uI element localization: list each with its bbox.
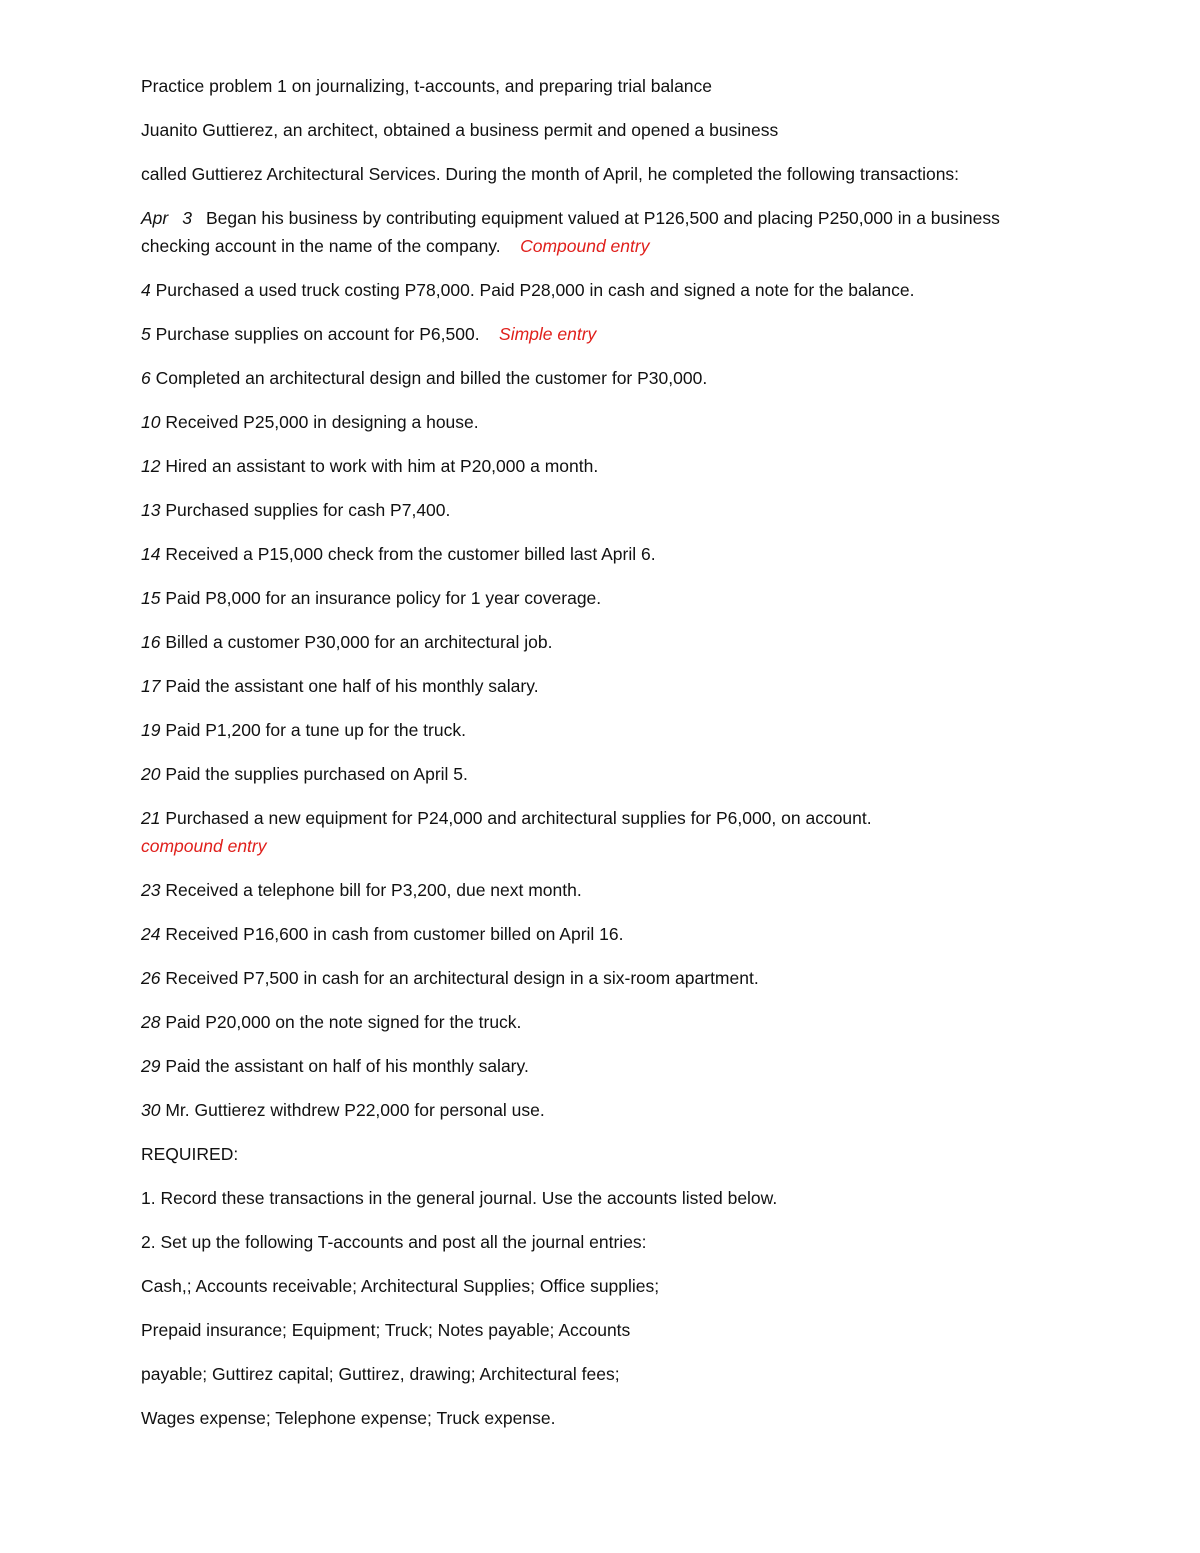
transaction-day: 4: [141, 280, 151, 300]
entry-type-note: Compound entry: [520, 236, 650, 256]
transaction-text: Completed an architectural design and billed the customer for P30,000.: [155, 368, 708, 388]
transaction-line: [141, 320, 1041, 348]
transaction-day: 19: [141, 720, 161, 740]
accounts-list: [141, 1272, 1041, 1432]
document-page: [141, 72, 1041, 1448]
transaction-line: [141, 628, 1041, 656]
transaction-text: Received a telephone bill for P3,200, due next month.: [165, 880, 582, 900]
transaction-line: [141, 540, 1041, 568]
intro-paragraph-1: Juanito Guttierez, an architect, obtained a business permit and opened a business: [141, 120, 779, 140]
transaction-day: 16: [141, 632, 161, 652]
transaction-day: 14: [141, 544, 161, 564]
transaction-line: [141, 1008, 1041, 1036]
transaction-line: [141, 1052, 1041, 1080]
transaction-day: 10: [141, 412, 161, 432]
transaction-text: Purchased supplies for cash P7,400.: [165, 500, 451, 520]
entry-type-note: Simple entry: [499, 324, 597, 344]
transaction-day: 12: [141, 456, 161, 476]
transaction-line: [141, 584, 1041, 612]
transaction-apr-3: [141, 204, 1041, 260]
transaction-line: [141, 452, 1041, 480]
transaction-list: [141, 276, 1041, 1124]
required-item-1: 1. Record these transactions in the general journal. Use the accounts listed below.: [141, 1188, 778, 1208]
transaction-day: 24: [141, 924, 161, 944]
transaction-text: Hired an assistant to work with him at P20,000 a month.: [165, 456, 599, 476]
transaction-text: Received P25,000 in designing a house.: [165, 412, 479, 432]
transaction-text: Paid the assistant one half of his monthly salary.: [165, 676, 539, 696]
transaction-text: Received P7,500 in cash for an architectural design in a six-room apartment.: [165, 968, 759, 988]
transaction-day: 15: [141, 588, 161, 608]
transaction-line: [141, 408, 1041, 436]
transaction-text: Purchase supplies on account for P6,500.: [155, 324, 480, 344]
transaction-day: 20: [141, 764, 161, 784]
month-label: Apr: [141, 208, 169, 228]
intro-paragraph-2: called Guttierez Architectural Services. During the month of April, he completed the following transactions:: [141, 164, 960, 184]
transaction-text: Began his business by contributing equipment valued at P126,500 and placing P250,000 in a business checking account in the name of the company.: [141, 208, 1000, 256]
transaction-text: Paid the assistant on half of his monthly salary.: [165, 1056, 529, 1076]
accounts-line: Cash,; Accounts receivable; Architectural Supplies; Office supplies;: [141, 1276, 660, 1296]
accounts-line: payable; Guttirez capital; Guttirez, drawing; Architectural fees;: [141, 1364, 620, 1384]
transaction-day: 21: [141, 808, 161, 828]
transaction-day: 23: [141, 880, 161, 900]
transaction-line: [141, 1096, 1041, 1124]
transaction-text: Paid the supplies purchased on April 5.: [165, 764, 468, 784]
entry-type-note: compound entry: [141, 836, 267, 856]
transaction-line: [141, 876, 1041, 904]
transaction-text: Billed a customer P30,000 for an architectural job.: [165, 632, 553, 652]
transaction-day: 26: [141, 968, 161, 988]
required-item-2: 2. Set up the following T-accounts and post all the journal entries:: [141, 1232, 647, 1252]
transaction-day: 28: [141, 1012, 161, 1032]
transaction-line: [141, 276, 1041, 304]
transaction-text: Mr. Guttierez withdrew P22,000 for personal use.: [165, 1100, 545, 1120]
transaction-text: Paid P8,000 for an insurance policy for 1 year coverage.: [165, 588, 602, 608]
transaction-line: [141, 672, 1041, 700]
transaction-line: [141, 364, 1041, 392]
transaction-line: [141, 716, 1041, 744]
transaction-day: 30: [141, 1100, 161, 1120]
accounts-line: Wages expense; Telephone expense; Truck expense.: [141, 1408, 556, 1428]
transaction-line: [141, 760, 1041, 788]
required-heading: REQUIRED:: [141, 1144, 239, 1164]
transaction-text: Received a P15,000 check from the customer billed last April 6.: [165, 544, 656, 564]
transaction-day: 6: [141, 368, 151, 388]
transaction-day: 17: [141, 676, 161, 696]
transaction-line: [141, 496, 1041, 524]
transaction-day: 5: [141, 324, 151, 344]
transaction-day: 13: [141, 500, 161, 520]
transaction-line: [141, 964, 1041, 992]
accounts-line: Prepaid insurance; Equipment; Truck; Notes payable; Accounts: [141, 1320, 631, 1340]
transaction-line: [141, 804, 1041, 860]
transaction-text: Purchased a used truck costing P78,000. Paid P28,000 in cash and signed a note for the balance.: [155, 280, 915, 300]
transaction-line: [141, 920, 1041, 948]
transaction-text: Purchased a new equipment for P24,000 and architectural supplies for P6,000, on account.: [165, 808, 872, 828]
transaction-text: Received P16,600 in cash from customer billed on April 16.: [165, 924, 624, 944]
transaction-day: 3: [182, 208, 192, 228]
transaction-day: 29: [141, 1056, 161, 1076]
transaction-text: Paid P1,200 for a tune up for the truck.: [165, 720, 466, 740]
document-title: Practice problem 1 on journalizing, t-accounts, and preparing trial balance: [141, 76, 713, 96]
transaction-text: Paid P20,000 on the note signed for the truck.: [165, 1012, 522, 1032]
